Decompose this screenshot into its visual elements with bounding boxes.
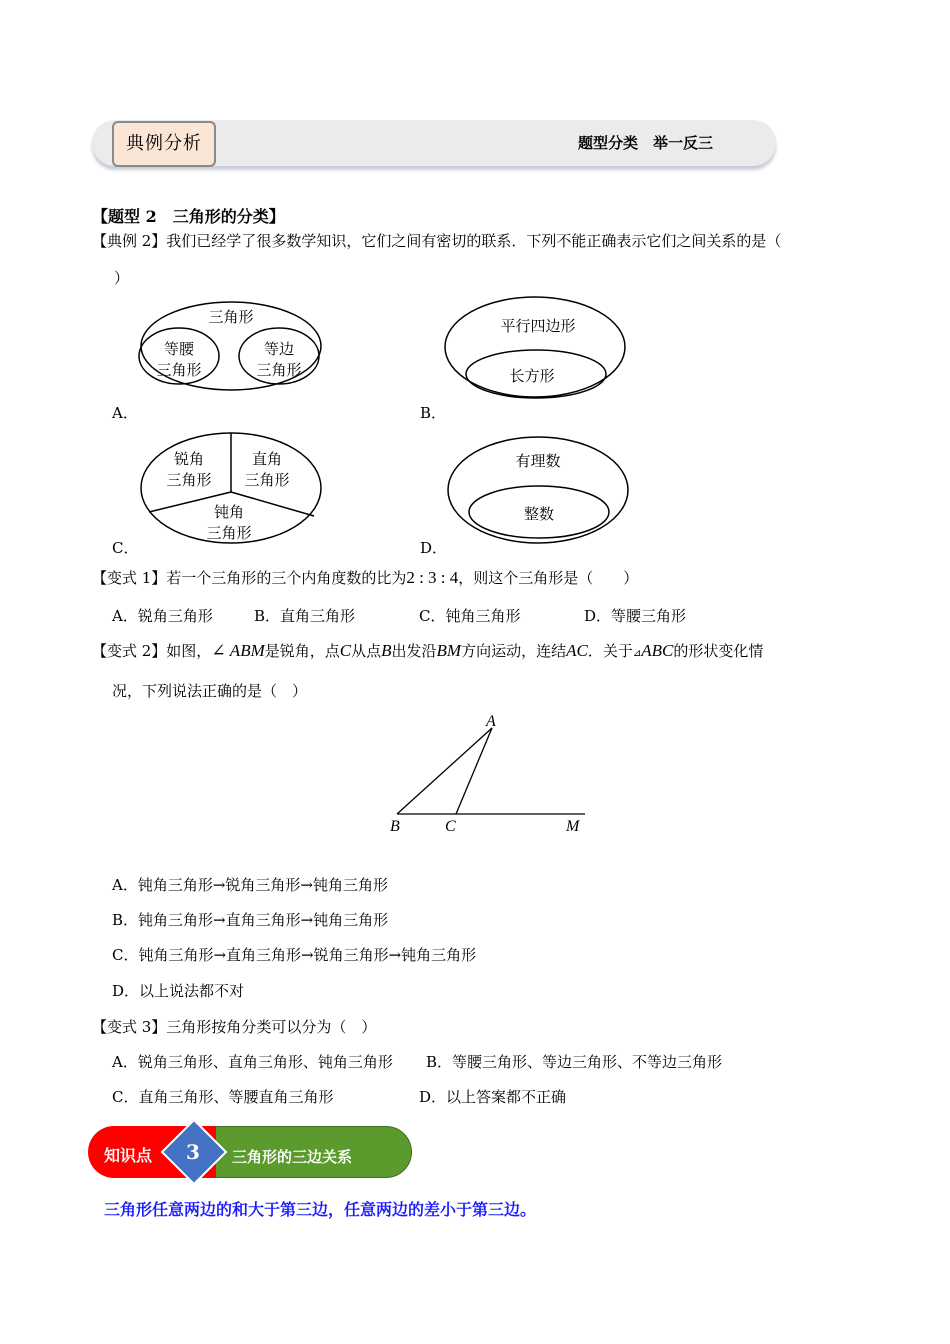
variant2-option-c: C．钝角三角形→直角三角形→锐角三角形→钝角三角形 (112, 946, 477, 964)
variant1-stem-pre: 【变式 1】若一个三角形的三个内角度数的比为 (92, 569, 407, 587)
diagram-a-outer-label: 三角形 (208, 308, 254, 326)
diagram-a-right-line1: 等边 (263, 340, 295, 358)
diagram-c-acute-line2: 三角形 (166, 471, 212, 489)
variant2-stem (92, 640, 763, 661)
variant3-option-a: A．锐角三角形、直角三角形、钝角三角形 (112, 1053, 393, 1071)
diagram-b-outer-label: 平行四边形 (500, 317, 576, 335)
variant2-p6: ．关于 (587, 642, 633, 660)
variant1-option-d: D．等腰三角形 (584, 607, 687, 625)
figure-line-ac (456, 728, 492, 814)
variant2-triangle-symbol: ⊿ (632, 648, 642, 659)
variant1-stem-post: ，则这个三角形是（ ） (458, 569, 639, 587)
diagram-b (442, 294, 632, 400)
figure-line-ba (397, 728, 492, 814)
diagram-c-obtuse-line1: 钝角 (213, 503, 245, 521)
variant2-p3: 从点 (351, 642, 382, 660)
variant2-segment-ac: AC (566, 641, 588, 660)
banner-subtitle: 题型分类 举一反三 (578, 134, 714, 152)
diagram-a-right-line2: 三角形 (256, 361, 302, 379)
diagram-d-inner-label: 整数 (523, 505, 555, 523)
diagram-d (444, 434, 634, 546)
knowledge-label: 知识点 (104, 1146, 153, 1165)
variant3-stem: 【变式 3】三角形按角分类可以分为（ ） (92, 1018, 377, 1036)
variant3-option-c: C．直角三角形、等腰直角三角形 (112, 1088, 334, 1106)
diagram-d-outer-label: 有理数 (515, 452, 561, 470)
section-title: 【题型 2 三角形的分类】 (92, 207, 285, 226)
variant2-p7: 的形状变化情 (673, 642, 764, 660)
diagram-a-left-line2: 三角形 (156, 361, 202, 379)
diagram-a (136, 298, 326, 394)
variant2-p1: 【变式 2】如图， (92, 642, 212, 660)
diagram-c-label: C． (112, 539, 139, 557)
diagram-a-label: A． (112, 404, 138, 422)
example2-stem: 【典例 2】我们已经学了很多数学知识，它们之间有密切的联系．下列不能正确表示它们之间关系的是（ (92, 232, 782, 250)
variant1-stem (92, 567, 638, 588)
figure-label-c: C (445, 818, 456, 835)
variant2-option-a: A．钝角三角形→锐角三角形→钝角三角形 (112, 876, 388, 894)
variant2-option-b: B．钝角三角形→直角三角形→钝角三角形 (112, 911, 389, 929)
variant2-point-b: B (381, 641, 392, 660)
variant2-triangle-abc: ABC (641, 641, 674, 660)
diagram-b-inner-label: 长方形 (509, 367, 555, 385)
variant2-angle: ∠ ABM (211, 641, 265, 660)
variant1-option-a: A．锐角三角形 (112, 607, 213, 625)
variant1-ratio: 2 : 3 : 4 (406, 568, 459, 587)
knowledge-title: 三角形的三边关系 (232, 1148, 353, 1166)
banner-tab: 典例分析 (112, 121, 216, 167)
example2-close: ） (114, 269, 130, 287)
diagram-c-acute-line1: 锐角 (173, 450, 205, 468)
variant2-p4: 出发沿 (391, 642, 437, 660)
variant1-option-c: C．钝角三角形 (419, 607, 521, 625)
diagram-b-label: B． (420, 404, 447, 422)
variant2-stem-line2: 况，下列说法正确的是（ ） (112, 682, 308, 700)
knowledge-number: 3 (186, 1140, 200, 1164)
diagram-d-label: D． (420, 539, 448, 557)
diagram-c-right-line2: 三角形 (244, 471, 290, 489)
figure-label-a: A (486, 713, 496, 730)
diagram-c-right-line1: 直角 (251, 450, 283, 468)
variant1-option-b: B．直角三角形 (254, 607, 356, 625)
variant2-option-d: D．以上说法都不对 (112, 982, 245, 1000)
diagram-c-obtuse-line2: 三角形 (206, 524, 252, 542)
variant2-figure (380, 705, 600, 839)
variant2-p5: 方向运动，连结 (461, 642, 567, 660)
variant2-point-c: C (339, 641, 352, 660)
variant3-option-d: D．以上答案都不正确 (419, 1088, 567, 1106)
figure-label-m: M (566, 818, 580, 835)
diagram-c (136, 430, 326, 546)
variant2-ray-bm: BM (436, 641, 462, 660)
knowledge-statement: 三角形任意两边的和大于第三边，任意两边的差小于第三边。 (104, 1200, 537, 1219)
diagram-a-left-line1: 等腰 (163, 340, 195, 358)
variant2-p2: 是锐角，点 (264, 642, 340, 660)
variant3-option-b: B．等腰三角形、等边三角形、不等边三角形 (426, 1053, 723, 1071)
figure-label-b: B (390, 818, 400, 835)
